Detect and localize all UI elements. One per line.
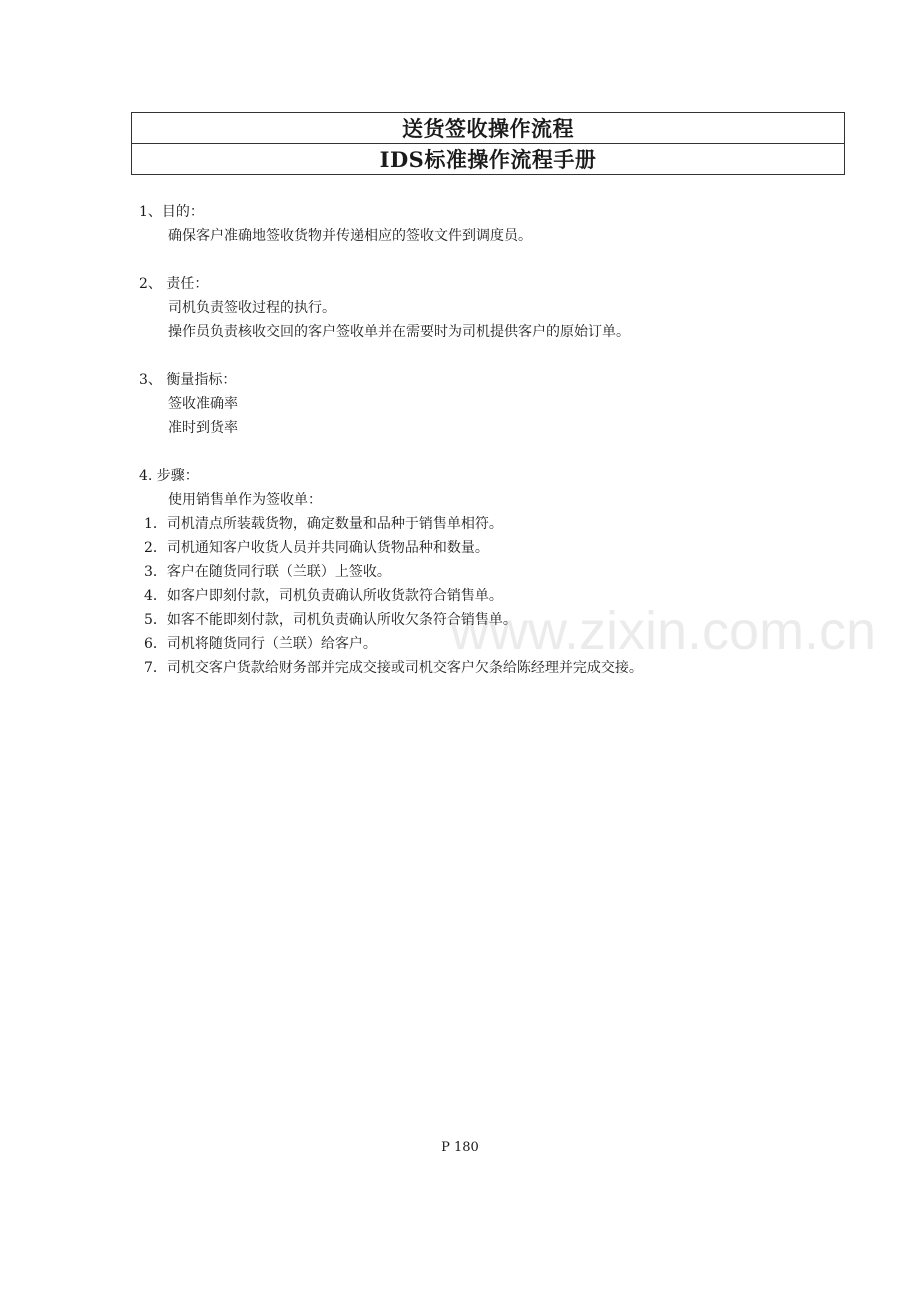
section-responsibility-line: 司机负责签收过程的执行。 xyxy=(168,300,336,316)
step-item: 5．如客不能即刻付款，司机负责确认所收欠条符合销售单。 xyxy=(144,612,517,628)
section-responsibility-line: 操作员负责核收交回的客户签收单并在需要时为司机提供客户的原始订单。 xyxy=(168,324,630,340)
section-steps-heading: 4. 步骤： xyxy=(139,468,199,484)
section-purpose-heading: 1、目的： xyxy=(139,204,204,220)
section-responsibility-heading: 2、 责任： xyxy=(139,276,209,292)
watermark: www.zixin.com.cn xyxy=(450,601,877,661)
section-purpose-line: 确保客户准确地签收货物并传递相应的签收文件到调度员。 xyxy=(168,228,532,244)
title-table xyxy=(131,112,845,175)
section-metrics-line: 准时到货率 xyxy=(168,420,238,436)
step-item: 7．司机交客户货款给财务部并完成交接或司机交客户欠条给陈经理并完成交接。 xyxy=(144,660,643,676)
document-subtitle: IDS标准操作流程手册 xyxy=(379,147,597,172)
section-metrics-heading: 3、 衡量指标： xyxy=(139,372,237,388)
page-number: P 180 xyxy=(441,1140,479,1155)
document-title: 送货签收操作流程 xyxy=(132,113,844,144)
step-item: 1．司机清点所装载货物，确定数量和品种于销售单相符。 xyxy=(144,516,503,532)
section-steps-intro: 使用销售单作为签收单： xyxy=(168,492,322,508)
step-item: 6．司机将随货同行（兰联）给客户。 xyxy=(144,636,377,652)
step-item: 4．如客户即刻付款，司机负责确认所收货款符合销售单。 xyxy=(144,588,503,604)
step-item: 3．客户在随货同行联（兰联）上签收。 xyxy=(144,564,391,580)
section-metrics-line: 签收准确率 xyxy=(168,396,238,412)
step-item: 2．司机通知客户收货人员并共同确认货物品种和数量。 xyxy=(144,540,489,556)
